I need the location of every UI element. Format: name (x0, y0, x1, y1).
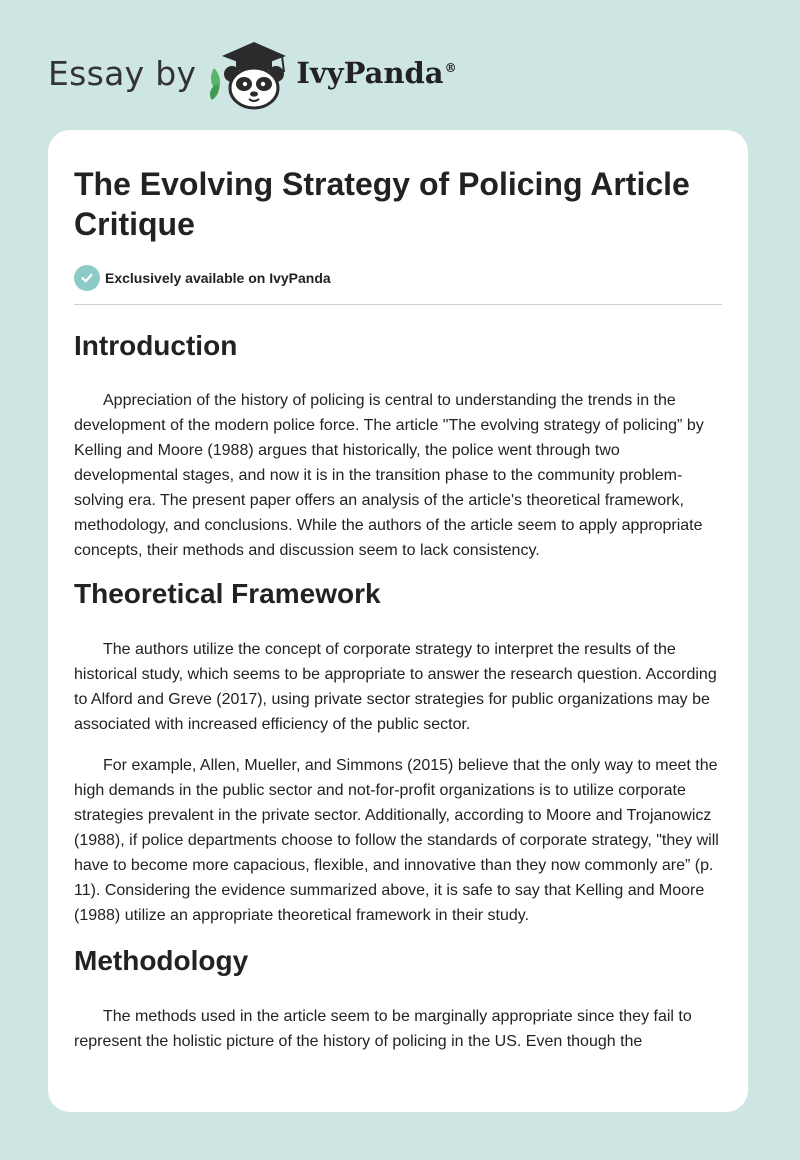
section-theoretical-framework (74, 577, 722, 928)
section-introduction (74, 329, 722, 563)
section-heading: Introduction (74, 330, 238, 361)
paragraph: The authors utilize the concept of corporate strategy to interpret the results of the historical study, which seems to be appropriate to answer the research question. According to Alford and Greve (2017), using private sector strategies for public organizations may be associated with increased efficiency of the public sector. (74, 641, 717, 733)
check-circle-icon (74, 265, 100, 291)
article-card (48, 130, 748, 1112)
section-heading: Methodology (74, 945, 249, 976)
section-heading: Theoretical Framework (74, 578, 381, 609)
panda-logo-icon[interactable] (206, 34, 292, 112)
exclusive-badge (74, 265, 722, 291)
paragraph: Appreciation of the history of policing is central to understanding the trends in the development of the modern police force. The article "The evolving strategy of policing” by Kelling and Moore (1988) argues that historically, the police went through two developmental stages, and now it is in the transition phase to the community problem-solving era. The present paper offers an analysis of the article's theoretical framework, methodology, and conclusions. While the authors of the article seem to apply appropriate concepts, their methods and discussion seem to lack consistency. (74, 392, 704, 559)
registered-mark: ® (444, 61, 457, 76)
page-title: The Evolving Strategy of Policing Article Critique (74, 166, 690, 242)
paragraph: For example, Allen, Mueller, and Simmons (2015) believe that the only way to meet the high demands in the public sector and not-for-profit organizations is to utilize corporate strategies prevalent in the private sector. Additionally, according to Moore and Trojanowicz (1988), if police departments choose to follow the standards of corporate strategy, "they will have to become more capacious, flexible, and innovative than they now commonly are” (p. 11). Considering the evidence summarized above, it is safe to say that Kelling and Moore (1988) utilize an appropriate theoretical framework in their study. (74, 757, 719, 924)
divider (74, 304, 722, 305)
paragraph: The methods used in the article seem to be marginally appropriate since they fail to represent the holistic picture of the history of policing in the US. Even though the (74, 1008, 692, 1050)
section-methodology (74, 944, 722, 1054)
badge-text: Exclusively available on IvyPanda (105, 270, 331, 286)
brand-prefix: Essay by (48, 53, 197, 93)
brand-name[interactable]: IvyPanda® (296, 56, 457, 90)
site-header (48, 34, 457, 112)
